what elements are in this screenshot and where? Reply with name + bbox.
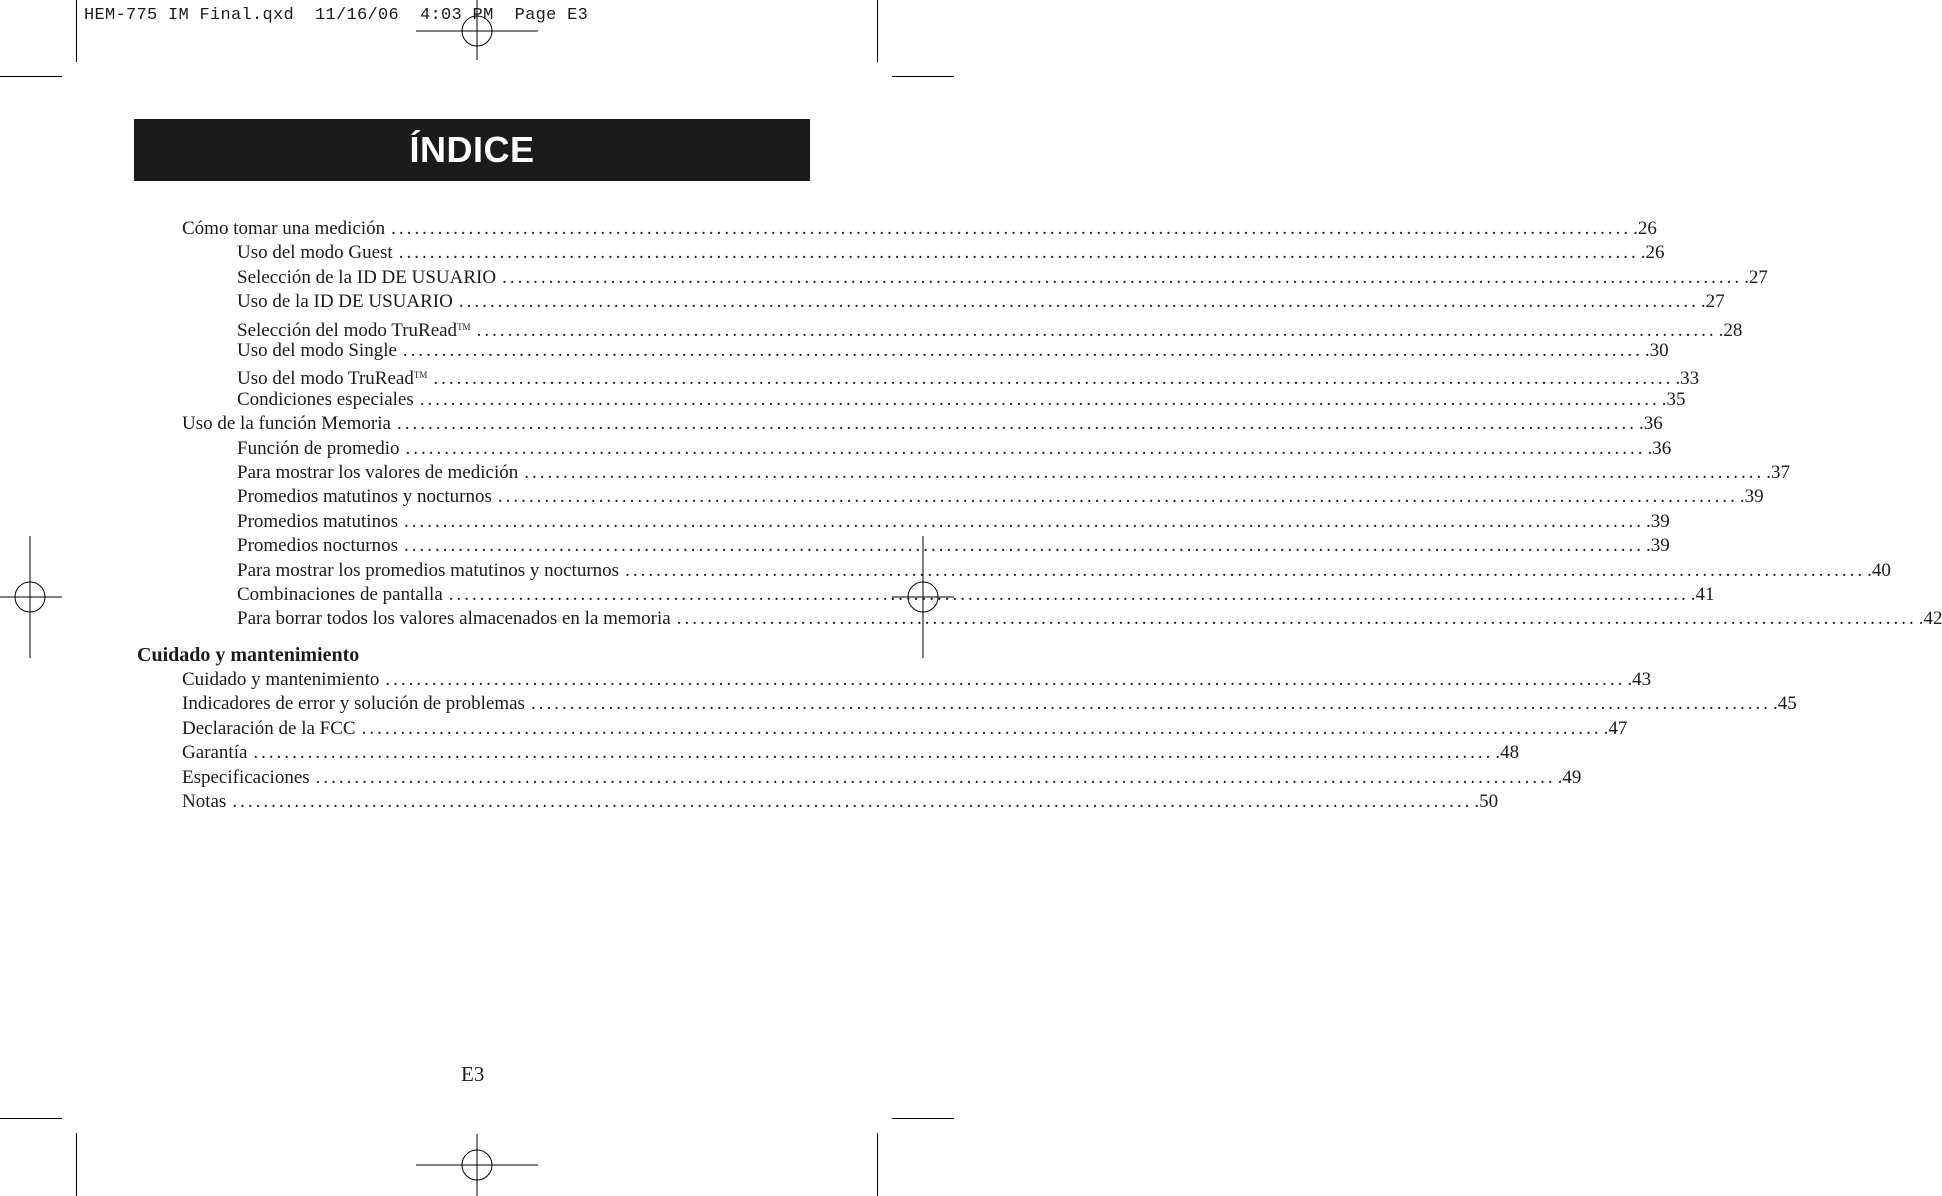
toc-entry bbox=[182, 693, 1797, 715]
toc-entry-page: .27 bbox=[1744, 266, 1768, 288]
toc-entry-label: Promedios matutinos bbox=[237, 510, 398, 532]
toc-entry-label: Cuidado y mantenimiento bbox=[182, 669, 380, 690]
toc-entry bbox=[182, 742, 1520, 764]
toc-entry-label: Promedios matutinos y nocturnos bbox=[237, 486, 492, 508]
toc-entry-page: .39 bbox=[1645, 535, 1670, 557]
toc-entry-label: Combinaciones de pantalla bbox=[237, 584, 443, 605]
toc-entry-page: .26 bbox=[1633, 218, 1657, 239]
toc-entry-page: .36 bbox=[1647, 437, 1672, 459]
toc-entry-page: .27 bbox=[1700, 291, 1725, 313]
crop-mark bbox=[76, 1133, 77, 1196]
page-title: ÍNDICE bbox=[409, 129, 535, 170]
toc-entry bbox=[237, 266, 1768, 289]
dot-leader: ................................................................................................................................................................ bbox=[396, 413, 1637, 435]
toc-entry-label: Especificaciones bbox=[182, 766, 310, 788]
toc-entry bbox=[237, 437, 1672, 460]
toc-entry bbox=[237, 242, 1665, 264]
toc-entry-page: .40 bbox=[1867, 559, 1891, 581]
toc-entry bbox=[182, 766, 1582, 789]
toc-entry bbox=[182, 717, 1628, 740]
toc-entry bbox=[237, 364, 1700, 390]
dot-leader: ................................................................................................................................................................ bbox=[315, 766, 1556, 788]
toc-entry bbox=[182, 413, 1663, 435]
toc-entry-label: Función de promedio bbox=[237, 437, 400, 459]
crop-mark bbox=[0, 1118, 62, 1119]
toc-entry-page: .39 bbox=[1645, 510, 1670, 532]
crop-mark bbox=[76, 0, 77, 62]
crop-mark bbox=[877, 0, 878, 62]
dot-leader: ................................................................................................................................................................ bbox=[448, 584, 1689, 605]
trademark-mark: TM bbox=[457, 321, 471, 332]
toc-entry bbox=[237, 340, 1669, 362]
section-heading: Cuidado y mantenimiento bbox=[137, 644, 360, 666]
registration-mark-bottom bbox=[414, 1134, 540, 1196]
toc-entry bbox=[237, 535, 1670, 557]
toc-entry-page: .43 bbox=[1627, 669, 1652, 690]
toc-entry-page: .48 bbox=[1495, 742, 1520, 764]
dot-leader: ................................................................................................................................................................ bbox=[497, 486, 1738, 508]
toc-entry bbox=[237, 316, 1743, 342]
toc-entry-page: .33 bbox=[1675, 368, 1700, 390]
toc-entry-page: .42 bbox=[1918, 608, 1942, 630]
toc-entry-label: Uso del modo Single bbox=[237, 340, 397, 361]
dot-leader: ................................................................................................................................................................ bbox=[476, 319, 1717, 341]
toc-entry-page: .50 bbox=[1474, 791, 1499, 812]
toc-entry-page: .45 bbox=[1772, 693, 1797, 715]
toc-entry-label: Uso del modo TruRead™ bbox=[237, 368, 428, 390]
toc-entry-page: .28 bbox=[1718, 319, 1743, 341]
toc-entry bbox=[182, 669, 1652, 691]
toc-entry-page: .47 bbox=[1603, 717, 1628, 739]
dot-leader: ................................................................................................................................................................ bbox=[385, 669, 1626, 690]
page-number: E3 bbox=[461, 1062, 485, 1086]
index-title-banner bbox=[134, 119, 810, 181]
dot-leader: ................................................................................................................................................................ bbox=[524, 462, 1765, 483]
trademark-mark: TM bbox=[413, 370, 428, 381]
toc-entry-page: .39 bbox=[1739, 486, 1764, 508]
toc-entry-page: .36 bbox=[1638, 413, 1663, 435]
crop-mark bbox=[0, 76, 62, 77]
dot-leader: ................................................................................................................................................................ bbox=[403, 535, 1644, 557]
toc-entry-label: Para borrar todos los valores almacenados en la memoria bbox=[237, 608, 671, 630]
toc-entry-page: .41 bbox=[1690, 584, 1715, 605]
dot-leader: ................................................................................................................................................................ bbox=[530, 693, 1771, 715]
toc-entry-label: Selección de la ID DE USUARIO bbox=[237, 266, 497, 288]
toc-entry-label: Uso de la función Memoria bbox=[182, 413, 391, 435]
toc-entry-label: Para mostrar los valores de medición bbox=[237, 462, 519, 483]
toc-entry bbox=[237, 559, 1891, 582]
dot-leader: ................................................................................................................................................................ bbox=[391, 218, 1632, 239]
toc-entry bbox=[237, 608, 1942, 630]
toc-entry-page: .37 bbox=[1766, 462, 1790, 483]
dot-leader: ................................................................................................................................................................ bbox=[403, 510, 1644, 532]
dot-leader: ................................................................................................................................................................ bbox=[625, 559, 1866, 581]
toc-entry bbox=[237, 486, 1764, 508]
dot-leader: ................................................................................................................................................................ bbox=[433, 368, 1674, 390]
dot-leader: ................................................................................................................................................................ bbox=[405, 437, 1646, 459]
toc-entry-label: Notas bbox=[182, 791, 227, 812]
toc-entry bbox=[237, 388, 1686, 411]
dot-leader: ................................................................................................................................................................ bbox=[419, 388, 1660, 410]
registration-mark-top bbox=[414, 0, 540, 62]
toc-entry-page: .35 bbox=[1661, 388, 1686, 410]
toc-entry bbox=[182, 791, 1499, 813]
dot-leader: ................................................................................................................................................................ bbox=[398, 242, 1639, 264]
toc-entry bbox=[237, 462, 1790, 484]
dot-leader: ................................................................................................................................................................ bbox=[458, 291, 1699, 313]
toc-entry-label: Uso de la ID DE USUARIO bbox=[237, 291, 453, 313]
toc-entry-page: .30 bbox=[1644, 340, 1669, 361]
dot-leader: ................................................................................................................................................................ bbox=[676, 608, 1917, 630]
toc-entry-label: Condiciones especiales bbox=[237, 388, 414, 410]
toc-entry-label: Garantía bbox=[182, 742, 248, 764]
toc-entry-label: Para mostrar los promedios matutinos y nocturnos bbox=[237, 559, 620, 581]
toc-entry bbox=[237, 291, 1725, 313]
crop-mark bbox=[877, 1133, 878, 1196]
toc-entry-label: Promedios nocturnos bbox=[237, 535, 398, 557]
dot-leader: ................................................................................................................................................................ bbox=[253, 742, 1494, 764]
dot-leader: ................................................................................................................................................................ bbox=[361, 717, 1602, 739]
print-slug: HEM-775 IM Final.qxd 11/16/06 4:03 PM Page E3 bbox=[84, 6, 589, 25]
toc-entry-label: Indicadores de error y solución de problemas bbox=[182, 693, 525, 715]
toc-entry-label: Cómo tomar una medición bbox=[182, 218, 386, 239]
dot-leader: ................................................................................................................................................................ bbox=[502, 266, 1743, 288]
dot-leader: ................................................................................................................................................................ bbox=[232, 791, 1473, 812]
dot-leader: ................................................................................................................................................................ bbox=[402, 340, 1643, 361]
crop-mark bbox=[892, 76, 954, 77]
toc-entry bbox=[237, 584, 1715, 606]
toc-entry-page: .49 bbox=[1557, 766, 1582, 788]
toc-entry bbox=[237, 510, 1670, 533]
crop-mark bbox=[892, 1118, 954, 1119]
registration-mark-left bbox=[0, 536, 62, 660]
toc-entry-label: Declaración de la FCC bbox=[182, 717, 356, 739]
toc-entry-page: .26 bbox=[1640, 242, 1665, 264]
toc-entry bbox=[182, 218, 1657, 240]
toc-entry-label: Uso del modo Guest bbox=[237, 242, 393, 264]
toc-entry-label: Selección del modo TruRead™ bbox=[237, 319, 471, 341]
